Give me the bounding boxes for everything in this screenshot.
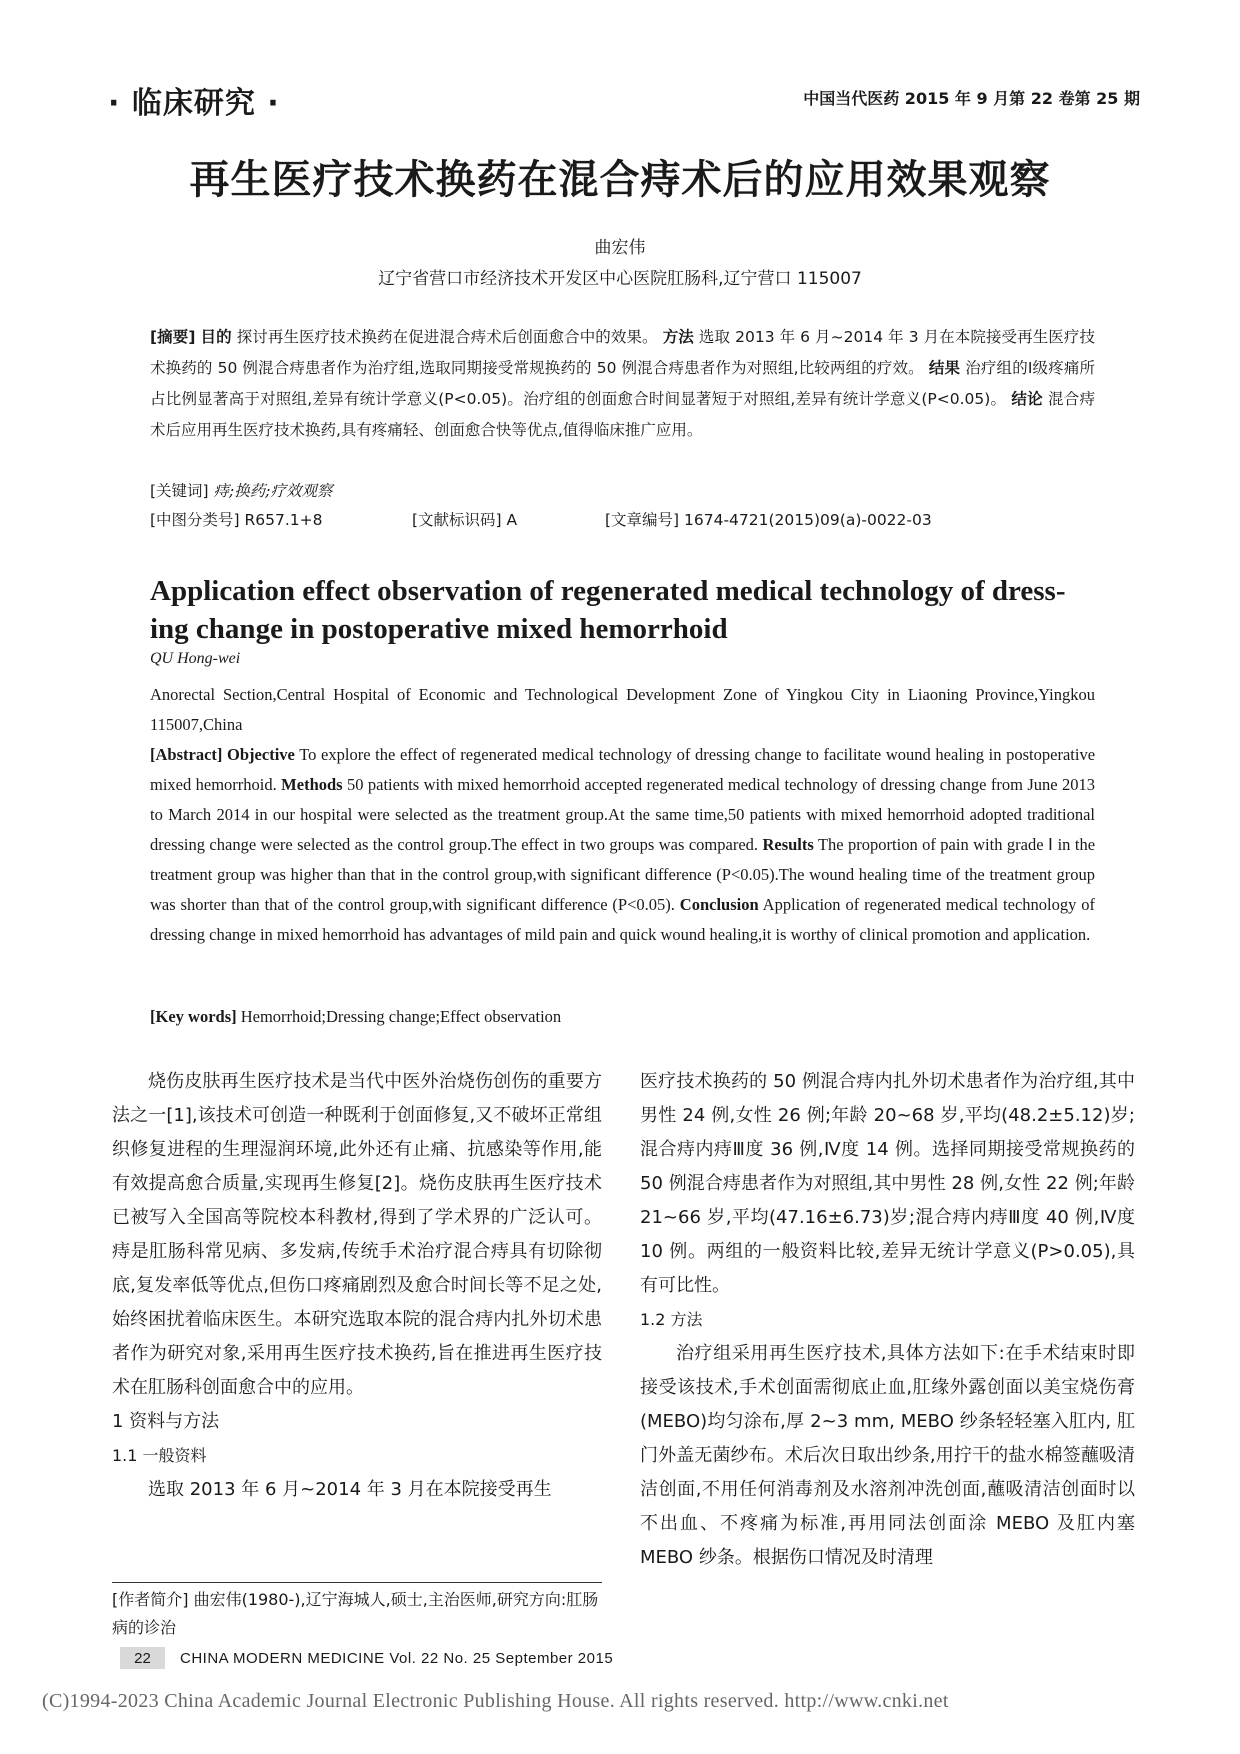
- conclusion-en-label: Conclusion: [679, 895, 759, 914]
- paragraph-1-1-start: 选取 2013 年 6 月~2014 年 3 月在本院接受再生: [148, 1479, 552, 1500]
- abstract-cn: [150, 322, 1095, 446]
- keywords-cn-text: 痔;换药;疗效观察: [213, 482, 333, 500]
- objective-cn-label: 目的: [200, 328, 232, 346]
- results-en-label: Results: [762, 835, 814, 854]
- conclusion-cn-text: 混合痔术后应用再生医疗技术换药,具有疼痛轻、创面愈合快等优点,值得临床推广应用。: [150, 390, 1095, 439]
- keywords-en-text: Hemorrhoid;Dressing change;Effect observation: [240, 1007, 562, 1026]
- section-heading-1-2: 1.2 方法: [640, 1310, 703, 1329]
- article-number: [文章编号] 1674-4721(2015)09(a)-0022-03: [605, 511, 932, 529]
- keywords-cn: [150, 479, 1095, 501]
- journal-issue-info: 中国当代医药 2015 年 9 月第 22 卷第 25 期: [803, 89, 1140, 108]
- methods-cn-label: 方法: [662, 328, 694, 346]
- abstract-cn-label: [摘要]: [150, 328, 196, 346]
- abstract-en: [150, 740, 1095, 950]
- article-affiliation: 辽宁省营口市经济技术开发区中心医院肛肠科,辽宁营口 115007: [378, 269, 862, 289]
- paragraph-1-2: 治疗组采用再生医疗技术,具体方法如下:在手术结束时即接受该技术,手术创面需彻底止血,肛缘外露创面以美宝烧伤膏(MEBO)均匀涂布,厚 2~3 mm, MEBO 纱条轻轻塞入肛内, 肛门外盖无菌纱布。术后次日取出纱条,用拧干的盐水棉签蘸吸清洁创面,不用任何消毒剂及水溶剂冲洗创面,蘸吸清洁创面时以不出血、不疼痛为标准,再用同法创面涂 MEBO 及肛内塞 MEBO 纱条。根据伤口情况及时清理: [640, 1343, 1135, 1568]
- results-cn-text: 治疗组的Ⅰ级疼痛所占比例显著高于对照组,差异有统计学意义(P<0.05)。治疗组的创面愈合时间显著短于对照组,差异有统计学意义(P<0.05)。: [150, 359, 1095, 408]
- objective-cn-text: 探讨再生医疗技术换药在促进混合痔术后创面愈合中的效果。: [236, 328, 658, 346]
- objective-en-label: Objective: [227, 745, 295, 764]
- footer-journal-info: CHINA MODERN MEDICINE Vol. 22 No. 25 September 2015: [180, 1650, 614, 1667]
- english-author: QU Hong-wei: [150, 650, 241, 667]
- body-column-right: [640, 1065, 1135, 1575]
- keywords-en-label: [Key words]: [150, 1007, 237, 1026]
- section-tag: · 临床研究 ·: [108, 86, 280, 121]
- objective-en-text: To explore the effect of regenerated medical technology of dressing change to facilitate wound healing in postoperative mixed hemorrhoid.: [150, 745, 1096, 794]
- methods-en-label: Methods: [281, 775, 343, 794]
- author-note: [作者简介] 曲宏伟(1980-),辽宁海城人,硕士,主治医师,研究方向:肛肠病的诊治: [112, 1590, 599, 1637]
- results-cn-label: 结果: [928, 359, 961, 377]
- keywords-cn-label: [关键词]: [150, 482, 209, 500]
- document-code: [文献标识码] A: [412, 511, 518, 529]
- results-en-text: The proportion of pain with grade Ⅰ in the treatment group was higher than that in the control group,with significant difference (P<0.05).The wound healing time of the treatment group was shorter than that of the control group,with significant difference (P<0.05).: [150, 835, 1096, 914]
- abstract-en-label: [Abstract]: [150, 745, 223, 764]
- copyright-notice: (C)1994-2023 China Academic Journal Electronic Publishing House. All rights reserved. http://www.cnki.net: [42, 1690, 949, 1712]
- footnote-divider: [112, 1582, 602, 1583]
- section-heading-1-1: 1.1 一般资料: [112, 1446, 207, 1465]
- section-heading-1: 1 资料与方法: [112, 1411, 220, 1432]
- body-column-left: [112, 1065, 602, 1507]
- methods-en-text: 50 patients with mixed hemorrhoid accepted regenerated medical technology of dressing change from June 2013 to March 2014 in our hospital were selected as the treatment group.At the same time,50 patients with mixed hemorrhoid adopted traditional dressing change were selected as the control group.The effect in two groups was compared.: [150, 775, 1095, 854]
- clc-number: [中图分类号] R657.1+8: [150, 511, 323, 529]
- english-affiliation: Anorectal Section,Central Hospital of Economic and Technological Development Zone of Yingkou City in Liaoning Province,Yingkou 115007,China: [150, 685, 1095, 734]
- article-title: 再生医疗技术换药在混合痔术后的应用效果观察: [189, 157, 1051, 203]
- english-title: Application effect observation of regenerated medical technology of dress-ing change in postoperative mixed hemorrhoid: [150, 575, 1066, 645]
- page-number: 22: [134, 1650, 151, 1667]
- methods-cn-text: 选取 2013 年 6 月~2014 年 3 月在本院接受再生医疗技术换药的 50 例混合痔患者作为治疗组,选取同期接受常规换药的 50 例混合痔患者作为对照组,比较两组的疗效。: [150, 328, 1095, 377]
- paragraph-1-1-cont: 医疗技术换药的 50 例混合痔内扎外切术患者作为治疗组,其中男性 24 例,女性 26 例;年龄 20~68 岁,平均(48.2±5.12)岁;混合痔内痔Ⅲ度 36 例,Ⅳ度 14 例。选择同期接受常规换药的 50 例混合痔患者作为对照组,其中男性 28 例,女性 22 例;年龄 21~66 岁,平均(47.16±6.73)岁;混合痔内痔Ⅲ度 40 例,Ⅳ度 10 例。两组的一般资料比较,差异无统计学意义(P>0.05),具有可比性。: [640, 1071, 1135, 1296]
- conclusion-en-text: Application of regenerated medical technology of dressing change in mixed hemorrhoid has advantages of mild pain and quick wound healing,it is worthy of clinical promotion and application.: [150, 895, 1096, 944]
- conclusion-cn-label: 结论: [1011, 390, 1043, 408]
- article-author: 曲宏伟: [594, 238, 646, 258]
- keywords-en: [150, 1007, 1095, 1027]
- intro-paragraph: 烧伤皮肤再生医疗技术是当代中医外治烧伤创伤的重要方法之一[1],该技术可创造一种既利于创面修复,又不破坏正常组织修复进程的生理湿润环境,此外还有止痛、抗感染等作用,能有效提高愈合质量,实现再生修复[2]。烧伤皮肤再生医疗技术已被写入全国高等院校本科教材,得到了学术界的广泛认可。痔是肛肠科常见病、多发病,传统手术治疗混合痔具有切除彻底,复发率低等优点,但伤口疼痛剧烈及愈合时间长等不足之处,始终困扰着临床医生。本研究选取本院的混合痔内扎外切术患者作为研究对象,采用再生医疗技术换药,旨在推进再生医疗技术在肛肠科创面愈合中的应用。: [112, 1071, 602, 1398]
